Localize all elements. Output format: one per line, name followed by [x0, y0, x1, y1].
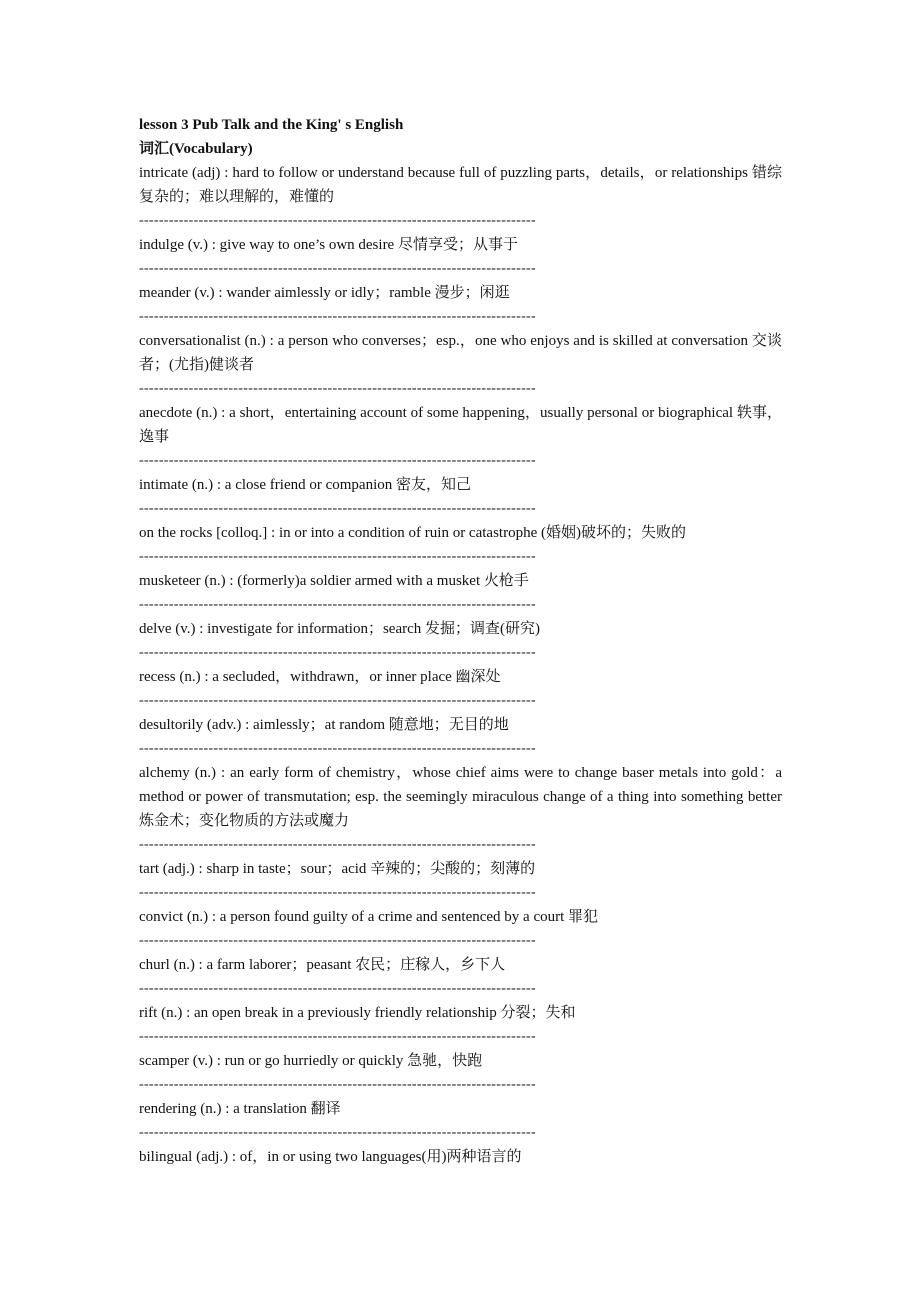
vocab-entry-rendering: rendering (n.) : a translation 翻译 — [139, 1101, 341, 1117]
document-page — [139, 113, 782, 1169]
separator-line: -------------------------------------------------------------------------------- — [139, 549, 536, 564]
vocab-entry-alchemy: alchemy (n.) : an early form of chemistry，whose chief aims were to change baser metals into gold：a method or power of transmutation; esp. the seemingly miraculous change of a thing into something better 炼金术；变化物质的方法或魔力 — [139, 765, 782, 829]
vocab-entry-churl: churl (n.) : a farm laborer；peasant 农民；庄稼人，乡下人 — [139, 957, 506, 973]
separator-line: -------------------------------------------------------------------------------- — [139, 1125, 536, 1140]
lesson-title: lesson 3 Pub Talk and the King' s English — [139, 117, 404, 133]
separator-line: -------------------------------------------------------------------------------- — [139, 933, 536, 948]
separator-line: -------------------------------------------------------------------------------- — [139, 981, 536, 996]
vocab-entry-indulge: indulge (v.) : give way to one’s own desire 尽情享受；从事于 — [139, 237, 518, 253]
separator-line: -------------------------------------------------------------------------------- — [139, 837, 536, 852]
separator-line: -------------------------------------------------------------------------------- — [139, 501, 536, 516]
vocab-entry-anecdote: anecdote (n.) : a short，entertaining account of some happening，usually personal or biographical 轶事，逸事 — [139, 405, 782, 445]
separator-line: -------------------------------------------------------------------------------- — [139, 213, 536, 228]
separator-line: -------------------------------------------------------------------------------- — [139, 1029, 536, 1044]
separator-line: -------------------------------------------------------------------------------- — [139, 381, 536, 396]
vocab-entry-tart: tart (adj.) : sharp in taste；sour；acid 辛辣的；尖酸的；刻薄的 — [139, 861, 536, 877]
vocab-entry-desultorily: desultorily (adv.) : aimlessly；at random 随意地；无目的地 — [139, 717, 509, 733]
vocab-entry-intricate: intricate (adj) : hard to follow or understand because full of puzzling parts，details，or relationships 错综复杂的；难以理解的，难懂的 — [139, 165, 782, 205]
vocab-entry-intimate: intimate (n.) : a close friend or companion 密友，知己 — [139, 477, 472, 493]
separator-line: -------------------------------------------------------------------------------- — [139, 741, 536, 756]
vocab-entry-musketeer: musketeer (n.) : (formerly)a soldier armed with a musket 火枪手 — [139, 573, 529, 589]
separator-line: -------------------------------------------------------------------------------- — [139, 645, 536, 660]
vocab-entry-convict: convict (n.) : a person found guilty of a crime and sentenced by a court 罪犯 — [139, 909, 599, 925]
vocab-entry-scamper: scamper (v.) : run or go hurriedly or quickly 急驰，快跑 — [139, 1053, 483, 1069]
vocab-entry-on-the-rocks: on the rocks [colloq.] : in or into a condition of ruin or catastrophe (婚姻)破坏的；失败的 — [139, 525, 686, 541]
separator-line: -------------------------------------------------------------------------------- — [139, 597, 536, 612]
separator-line: -------------------------------------------------------------------------------- — [139, 885, 536, 900]
separator-line: -------------------------------------------------------------------------------- — [139, 693, 536, 708]
vocabulary-heading: 词汇(Vocabulary) — [139, 141, 253, 157]
vocab-entry-conversationalist: conversationalist (n.) : a person who converses；esp.，one who enjoys and is skilled at conversation 交谈者；(尤指)健谈者 — [139, 333, 782, 373]
vocab-entry-rift: rift (n.) : an open break in a previously friendly relationship 分裂；失和 — [139, 1005, 576, 1021]
vocab-entry-bilingual: bilingual (adj.) : of，in or using two languages(用)两种语言的 — [139, 1149, 522, 1165]
separator-line: -------------------------------------------------------------------------------- — [139, 309, 536, 324]
separator-line: -------------------------------------------------------------------------------- — [139, 453, 536, 468]
separator-line: -------------------------------------------------------------------------------- — [139, 261, 536, 276]
separator-line: -------------------------------------------------------------------------------- — [139, 1077, 536, 1092]
vocab-entry-meander: meander (v.) : wander aimlessly or idly；ramble 漫步；闲逛 — [139, 285, 510, 301]
vocab-entry-recess: recess (n.) : a secluded，withdrawn，or inner place 幽深处 — [139, 669, 501, 685]
vocab-entry-delve: delve (v.) : investigate for information；search 发掘；调查(研究) — [139, 621, 541, 637]
